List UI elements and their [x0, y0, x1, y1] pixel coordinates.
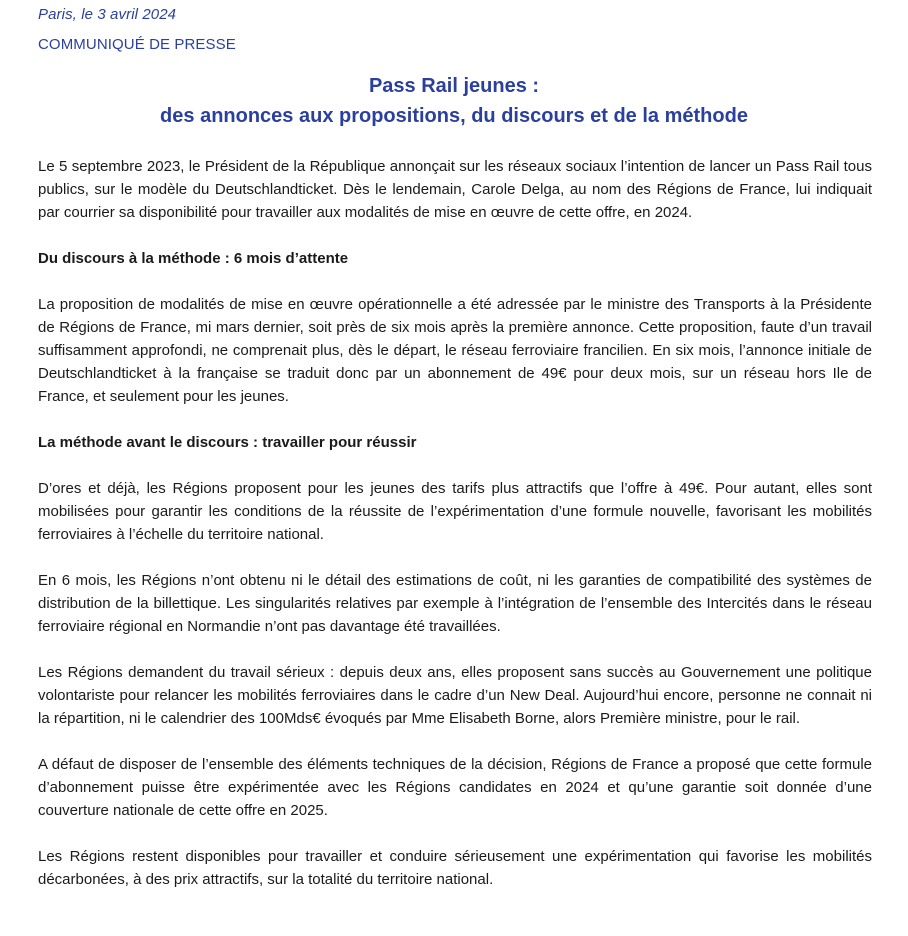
paragraph-regions-offers: D’ores et déjà, les Régions proposent pour les jeunes des tarifs plus attractifs que l’offre à 49€. Pour autant, elles sont mobilisées pour garantir les conditions de la réussite de l’expérimentation d’une formule nouvelle, favorisant les mobilités ferroviaires à l’échelle du territoire national. [38, 480, 872, 543]
press-release-title [0, 71, 908, 131]
paragraph-six-months: En 6 mois, les Régions n’ont obtenu ni le détail des estimations de coût, ni les garanties de compatibilité des systèmes de distribution de la billettique. Les singularités relatives par exemple à l’intégration de l’ensemble des Intercités dans le réseau ferroviaire régional en Normandie n’ont pas davantage été travaillées. [38, 572, 872, 635]
title-line-2: des annonces aux propositions, du discours et de la méthode [160, 105, 748, 127]
title-line-1: Pass Rail jeunes : [368, 75, 540, 97]
paragraph-proposal: La proposition de modalités de mise en œuvre opérationnelle a été adressée par le ministre des Transports à la Présidente de Régions de France, mi mars dernier, soit près de six mois après la première annonce. Cette proposition, faute d’un travail suffisamment approfondi, ne comprenait plus, dès le départ, le réseau ferroviaire francilien. En six mois, l’annonce initiale de Deutschlandticket à la française se traduit donc par un abonnement de 49€ pour deux mois, sur un réseau hors Ile de France, et seulement pour les jeunes. [38, 296, 872, 405]
section-heading-2: La méthode avant le discours : travailler pour réussir [38, 434, 417, 451]
dateline: Paris, le 3 avril 2024 [38, 6, 177, 23]
paragraph-conclusion: Les Régions restent disponibles pour travailler et conduire sérieusement une expérimentation qui favorise les mobilités décarbonées, à des prix attractifs, sur la totalité du territoire national. [38, 848, 872, 888]
paragraph-intro: Le 5 septembre 2023, le Président de la République annonçait sur les réseaux sociaux l’intention de lancer un Pass Rail tous publics, sur le modèle du Deutschlandticket. Dès le lendemain, Carole Delga, au nom des Régions de France, lui indiquait par courrier sa disponibilité pour travailler aux modalités de mise en œuvre de cette offre, en 2024. [38, 158, 872, 221]
press-release-body [38, 155, 872, 914]
paragraph-experimentation: A défaut de disposer de l’ensemble des éléments techniques de la décision, Régions de France a proposé que cette formule d’abonnement puisse être expérimentée avec les Régions candidates en 2024 et qu’une garantie soit donnée d’une couverture nationale de cette offre en 2025. [38, 756, 872, 819]
document-type-label: COMMUNIQUÉ DE PRESSE [38, 36, 236, 53]
paragraph-serious-work: Les Régions demandent du travail sérieux : depuis deux ans, elles proposent sans succès au Gouvernement une politique volontariste pour relancer les mobilités ferroviaires dans le cadre d’un New Deal. Aujourd’hui encore, personne ne connait ni la répartition, ni le calendrier des 100Mds€ évoqués par Mme Elisabeth Borne, alors Première ministre, pour le rail. [38, 664, 872, 727]
section-heading-1: Du discours à la méthode : 6 mois d’attente [38, 250, 349, 267]
